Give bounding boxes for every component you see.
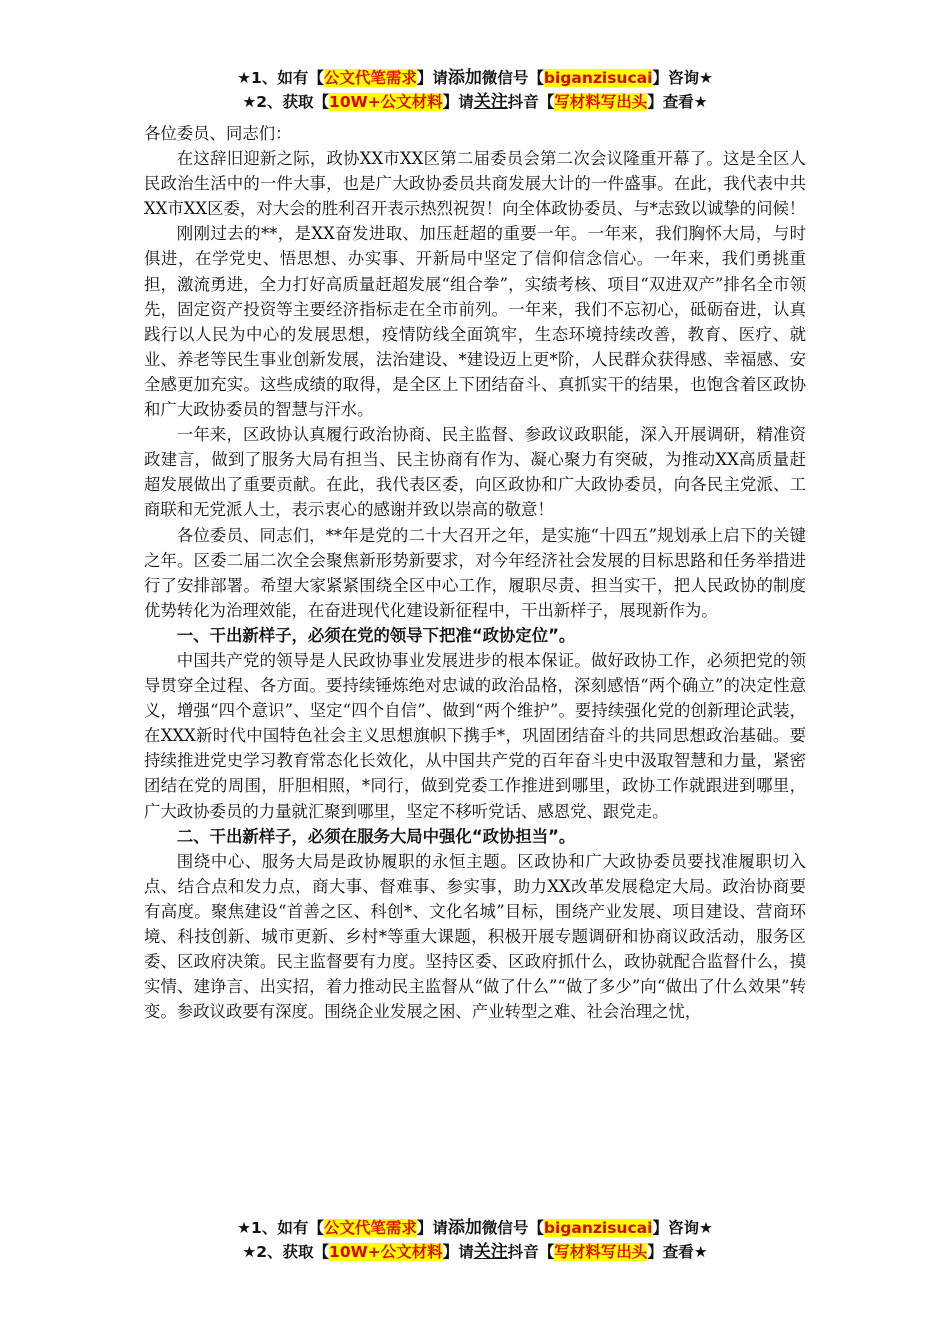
banner-highlight-service: 公文代笔需求	[323, 1219, 417, 1237]
banner-line-2: ★2、获取【10W+公文材料】请关注抖音【写材料写出头】查看★	[242, 92, 708, 112]
paragraph: 围绕中心、服务大局是政协履职的永恒主题。区政协和广大政协委员要找准履职切入点、结合点和发力点，商大事、督难事、参实事，助力XX改革发展稳定大局。政治协商要有高度。聚焦建设“首善之区、科创*、文化名城”目标，围绕产业发展、项目建设、营商环境、科技创新、城市更新、乡村*等重大课题，积极开展专题调研和协商议政活动，服务区委、区政府决策。民主监督要有力度。坚持区委、区政府抓什么，政协就配合监督什么，摸实情、建诤言、出实招，着力推动民主监督从“做了什么”“做了多少”向“做出了什么效果”转变。参政议政要有深度。围绕企业发展之困、产业转型之难、社会治理之忧，	[144, 851, 806, 1022]
banner-highlight-materials: 10W+公文材料	[329, 1243, 443, 1261]
salutation: 各位委员、同志们：	[144, 124, 292, 143]
header-banner	[0, 66, 950, 114]
paragraph: 中国共产党的领导是人民政协事业发展进步的根本保证。做好政协工作，必须把党的领导贯穿全过程、各方面。要持续锤炼绝对忠诚的政治品格，深刻感悟“两个确立”的决定性意义，增强“四个意识”、坚定“四个自信”、做到“两个维护”。要持续强化党的创新理论武装，在XXX新时代中国特色社会主义思想旗帜下携手*，巩固团结奋斗的共同思想政治基础。要持续推进党史学习教育常态化长效化，从中国共产党的百年奋斗史中汲取智慧和力量，紧密团结在党的周围，肝胆相照，*同行，做到党委工作推进到哪里，政协工作就跟进到哪里，广大政协委员的力量就汇聚到哪里，坚定不移听党话、感恩党、跟党走。	[144, 650, 806, 821]
banner-line-2: ★2、获取【10W+公文材料】请关注抖音【写材料写出头】查看★	[242, 1242, 708, 1262]
banner-line-1: ★1、如有【公文代笔需求】请添加微信号【biganzisucai】咨询★	[237, 1218, 713, 1238]
paragraph: 各位委员、同志们，**年是党的二十大召开之年，是实施“十四五”规划承上启下的关键之年。区委二届二次全会聚焦新形势新要求，对今年经济社会发展的目标思路和任务举措进行了安排部署。希望大家紧紧围绕全区中心工作，履职尽责、担当实干，把人民政协的制度优势转化为治理效能，在奋进现代化建设新征程中，干出新样子，展现新作为。	[144, 525, 806, 620]
banner-highlight-wechat: biganzisucai	[543, 1219, 653, 1237]
banner-highlight-wechat: biganzisucai	[543, 69, 653, 87]
paragraph: 刚刚过去的**，是XX奋发进取、加压赶超的重要一年。一年来，我们胸怀大局，与时俱进，在学党史、悟思想、办实事、开新局中坚定了信仰信念信心。一年来，我们勇挑重担，激流勇进，全力打好高质量赶超发展“组合拳”，实绩考核、项目“双进双产”排名全市领先，固定资产投资等主要经济指标走在全市前列。一年来，我们不忘初心，砥砺奋进，认真践行以人民为中心的发展思想，疫情防线全面筑牢，生态环境持续改善，教育、医疗、就业、养老等民生事业创新发展，法治建设、*建设迈上更*阶，人民群众获得感、幸福感、安全感更加充实。这些成绩的取得，是全区上下团结奋斗、真抓实干的结果，也饱含着区政协和广大政协委员的智慧与汗水。	[144, 224, 806, 420]
banner-line-1: ★1、如有【公文代笔需求】请添加微信号【biganzisucai】咨询★	[237, 68, 713, 88]
banner-highlight-douyin: 写材料写出头	[554, 93, 648, 111]
banner-highlight-douyin: 写材料写出头	[554, 1243, 648, 1261]
banner-highlight-service: 公文代笔需求	[323, 69, 417, 87]
document-body	[144, 121, 806, 1024]
paragraph: 在这辞旧迎新之际，政协XX市XX区第二届委员会第二次会议隆重开幕了。这是全区人民政治生活中的一件大事，也是广大政协委员共商发展大计的一件盛事。在此，我代表中共XX市XX区委，对大会的胜利召开表示热烈祝贺！向全体政协委员、与*志致以诚挚的问候！	[144, 149, 806, 219]
footer-banner	[0, 1216, 950, 1264]
paragraph: 一年来，区政协认真履行政治协商、民主监督、参政议政职能，深入开展调研，精准资政建言，做到了服务大局有担当、民主协商有作为、凝心聚力有突破，为推动XX高质量赶超发展做出了重要贡献。在此，我代表区委，向区政协和广大政协委员，向各民主党派、工商联和无党派人士，表示衷心的感谢并致以崇高的敬意！	[144, 425, 806, 520]
section-heading-1: 一、干出新样子，必须在党的领导下把准“政协定位”。	[176, 625, 576, 645]
section-heading-2: 二、干出新样子，必须在服务大局中强化“政协担当”。	[176, 826, 576, 846]
banner-highlight-materials: 10W+公文材料	[329, 93, 443, 111]
